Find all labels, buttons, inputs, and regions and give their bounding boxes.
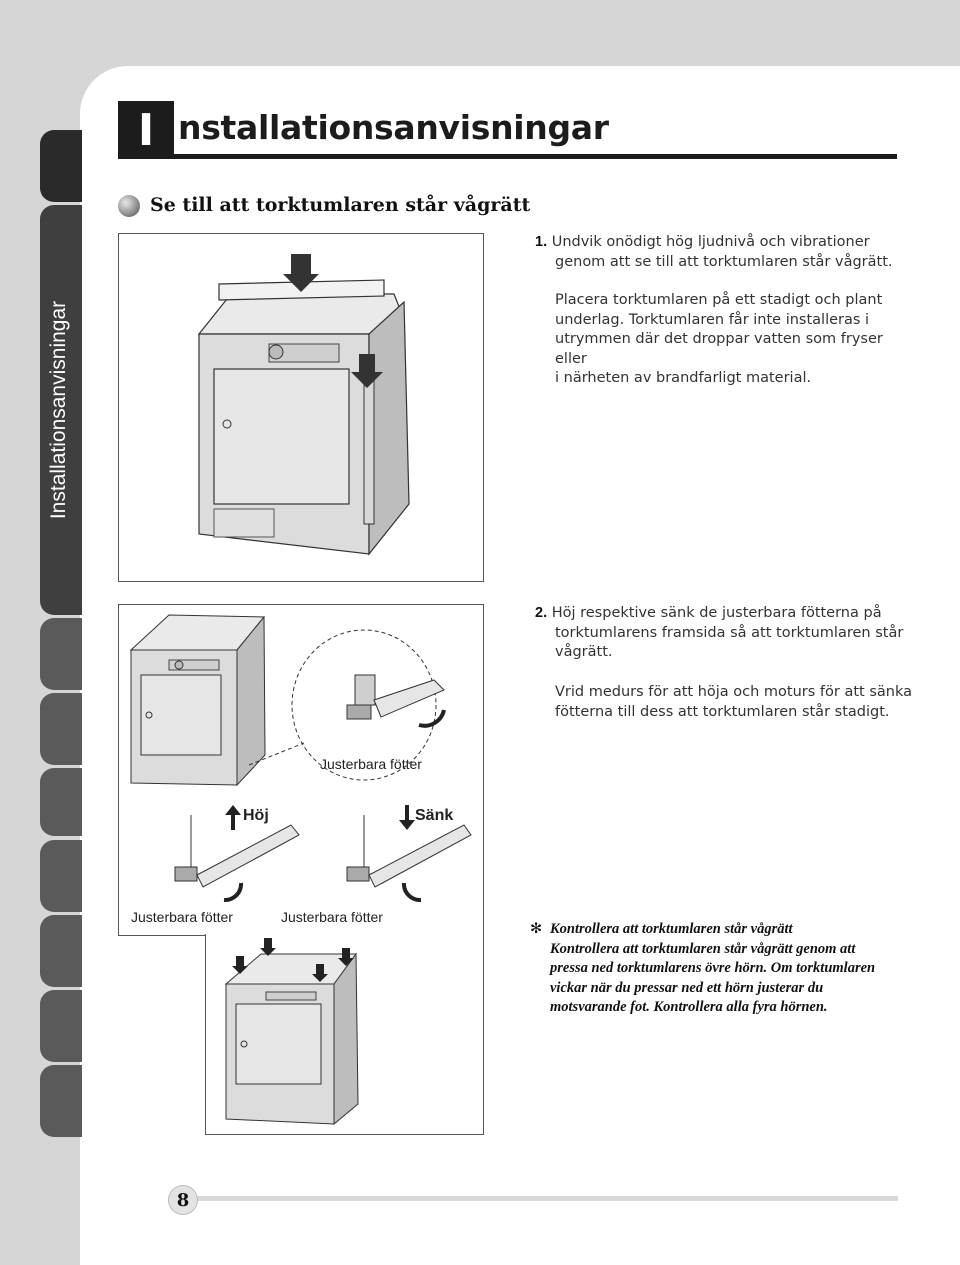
step2-p2-line: Vrid medurs för att höja och moturs för att sänka xyxy=(555,684,912,700)
page-number: 8 xyxy=(168,1185,198,1215)
side-tab-6[interactable] xyxy=(40,840,82,912)
footer-rule xyxy=(198,1196,898,1201)
feet-labels xyxy=(118,604,482,934)
figure-check-corners xyxy=(205,934,484,1135)
side-tab-label-wrap xyxy=(36,205,82,615)
figure-dryer-press xyxy=(118,233,484,582)
step1-p2-line: i närheten av brandfarligt material. xyxy=(555,370,812,386)
step1-paragraph2 xyxy=(555,291,915,389)
callout-label: Justerbara fötter xyxy=(320,756,422,772)
step2-paragraph2 xyxy=(555,683,915,722)
step1-line-b: genom att se till att torktumlaren står vågrätt. xyxy=(555,253,893,270)
side-tab-3[interactable] xyxy=(40,618,82,690)
side-tab-label: Installationsanvisningar xyxy=(47,300,71,520)
step1-p2-line: underlag. Torktumlaren får inte installeras i xyxy=(555,311,870,328)
step1-line-a: Undvik onödigt hög ljudnivå och vibrationer xyxy=(551,234,870,250)
side-tab-4[interactable] xyxy=(40,693,82,765)
note-heading: Kontrollera att torktumlaren står vågrätt xyxy=(550,921,793,937)
side-tab-1[interactable] xyxy=(40,130,82,202)
check-corners-illustration xyxy=(206,934,483,1134)
step2-text xyxy=(535,604,905,663)
raise-label: Höj xyxy=(243,807,269,824)
section-title: Se till att torktumlaren står vågrätt xyxy=(150,194,531,216)
side-tab-9[interactable] xyxy=(40,1065,82,1137)
note-line: motsvarande fot. Kontrollera alla fyra hörnen. xyxy=(550,999,828,1015)
note-line: pressa ned torktumlarens övre hörn. Om torktumlaren xyxy=(550,960,876,976)
note-line: Kontrollera att torktumlaren står vågrätt genom att xyxy=(550,940,856,957)
step1-text xyxy=(535,233,905,272)
lower-label: Sänk xyxy=(415,807,454,824)
title-initial: I xyxy=(118,101,174,159)
side-tab-7[interactable] xyxy=(40,915,82,987)
step2-line: vågrätt. xyxy=(555,644,613,660)
foot-label-left: Justerbara fötter xyxy=(131,909,233,925)
foot-label-right: Justerbara fötter xyxy=(281,909,383,925)
step2-p2-line: fötterna till dess att torktumlaren står stadigt. xyxy=(555,703,890,720)
note-symbol-icon: ✻ xyxy=(530,921,543,937)
section-bullet-icon xyxy=(118,195,140,217)
title-underline xyxy=(174,154,897,159)
step1-number: 1. xyxy=(535,234,548,250)
down-arrow-icon xyxy=(260,938,276,956)
page-title: nstallationsanvisningar xyxy=(178,108,609,147)
note-line: vickar när du pressar ned ett hörn justerar du xyxy=(550,979,824,996)
side-tab-8[interactable] xyxy=(40,990,82,1062)
dryer-illustration xyxy=(119,234,483,581)
step1-p2-line: utrymmen där det droppar vatten som fryser eller xyxy=(555,331,883,367)
step2-line: Höj respektive sänk de justerbara fötterna på xyxy=(551,605,882,621)
step2-line: torktumlarens framsida så att torktumlaren står xyxy=(555,624,904,641)
step1-p2-line: Placera torktumlaren på ett stadigt och plant xyxy=(555,292,883,308)
side-tab-5[interactable] xyxy=(40,768,82,836)
level-check-note xyxy=(530,920,890,1018)
step2-number: 2. xyxy=(535,605,548,621)
